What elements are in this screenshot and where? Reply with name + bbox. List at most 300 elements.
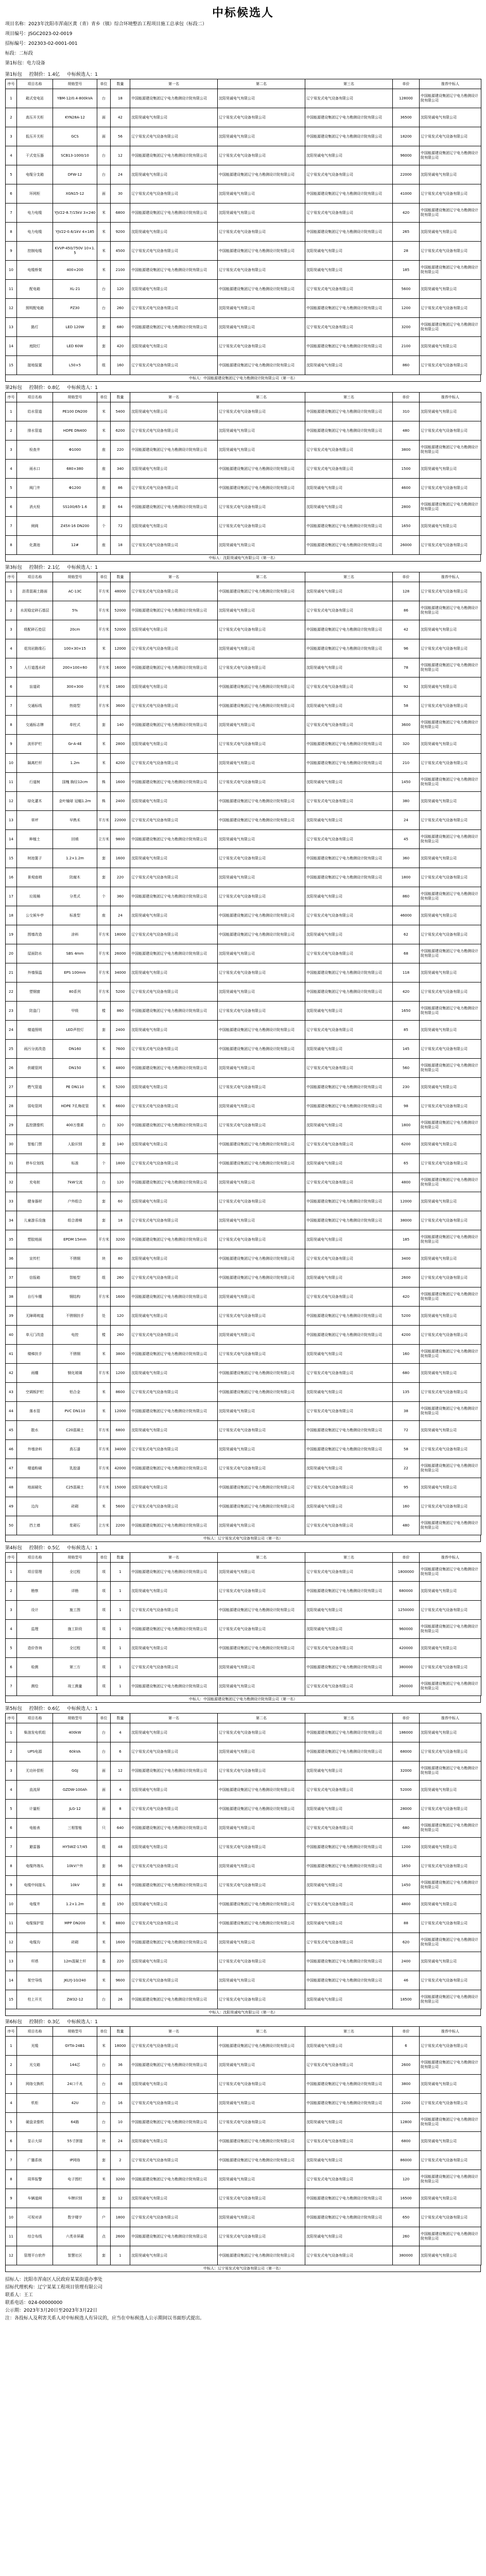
table-cell: 中国能源建设集团辽宁电力勘测设计院有限公司: [420, 1173, 481, 1192]
table-cell: 辽宁易发式电气设备有限公司: [305, 1135, 393, 1154]
table-cell: 株: [97, 773, 111, 792]
table-cell: 中国能源建设集团辽宁电力勘测设计院有限公司: [305, 2208, 393, 2227]
table-cell: 2400: [111, 1021, 130, 1040]
table-row: [6, 498, 481, 517]
table-cell: 14: [6, 1971, 17, 1990]
table-cell: 沈阳昊诚电气有限公司: [218, 944, 305, 963]
table-cell: 辽宁易发式电气设备有限公司: [420, 1383, 481, 1402]
table-cell: 中国能源建设集团辽宁电力勘测设计院有限公司: [218, 1781, 305, 1800]
table-cell: 沈阳昊诚电气有限公司: [305, 811, 393, 830]
table-row: [6, 1402, 481, 1421]
table-cell: 3: [6, 1601, 17, 1620]
table-row: [6, 1421, 481, 1440]
table-row: [6, 1914, 481, 1933]
table-cell: 1: [6, 402, 17, 421]
column-header: 第二名: [218, 572, 305, 582]
table-cell: 中国能源建设集团辽宁电力勘测设计院有限公司: [130, 2227, 218, 2246]
table-cell: 辽宁易发式电气设备有限公司: [218, 1876, 305, 1895]
table-cell: 中国能源建设集团辽宁电力勘测设计院有限公司: [305, 2075, 393, 2094]
table-cell: 16: [6, 868, 17, 887]
table-cell: 辽宁易发式电气设备有限公司: [130, 356, 218, 375]
table-cell: 套: [97, 2151, 111, 2170]
table-cell: 杆塔: [17, 1952, 53, 1971]
table-cell: 辽宁易发式电气设备有限公司: [218, 620, 305, 639]
table-cell: 2400: [111, 792, 130, 811]
table-cell: 5200: [111, 982, 130, 1002]
meta-project-name: 项目名称：2023年沈阳市浑南区黄（青）青乡（镇）综合环境整治工程项目施工总承包（标段二）: [5, 22, 207, 27]
table-cell: 24口千兆: [53, 2075, 97, 2094]
table-cell: 无功补偿柜: [17, 1761, 53, 1781]
table-cell: 沈阳昊诚电气有限公司: [218, 2094, 305, 2113]
table-cell: 草坪: [17, 811, 53, 830]
table-cell: 中国能源建设集团辽宁电力勘测设计院有限公司: [130, 1677, 218, 1696]
table-cell: 200×100×60: [53, 658, 97, 677]
table-cell: 1800: [111, 2208, 130, 2227]
table-cell: 沈阳昊诚电气有限公司: [130, 223, 218, 242]
table-cell: 米: [97, 1078, 111, 1097]
column-header: 单价: [393, 393, 420, 402]
table-cell: 套: [97, 1211, 111, 1230]
table-cell: 9: [6, 735, 17, 754]
table-cell: 健身器材: [17, 1192, 53, 1211]
table-cell: 28: [393, 242, 420, 261]
table-cell: KVVP-450/750V 10×1.5: [53, 242, 97, 261]
table-cell: 沈阳昊诚电气有限公司: [130, 402, 218, 421]
table-cell: 隔离栏杆: [17, 754, 53, 773]
table-cell: 平方米: [97, 982, 111, 1002]
table-cell: 24: [111, 906, 130, 925]
table-cell: 沈阳昊诚电气有限公司: [130, 2189, 218, 2208]
table-cell: 沈阳昊诚电气有限公司: [130, 1582, 218, 1601]
table-cell: 箱式变电站: [17, 89, 53, 108]
table-cell: 15: [6, 356, 17, 375]
table-cell: 400万像素: [53, 1116, 97, 1135]
table-cell: 16: [111, 2094, 130, 2113]
table-cell: DFW-12: [53, 165, 97, 184]
table-cell: 中国能源建设集团辽宁电力勘测设计院有限公司: [305, 402, 393, 421]
table-cell: 1800: [111, 1154, 130, 1173]
table-cell: 沥青混凝土路面: [17, 582, 53, 601]
table-row: [6, 1440, 481, 1459]
table-cell: 62: [393, 925, 420, 944]
table-cell: 沈阳昊诚电气有限公司: [420, 517, 481, 536]
table-cell: 128000: [393, 89, 420, 108]
table-cell: 860: [111, 1002, 130, 1021]
table-cell: 电缆保护管: [17, 1914, 53, 1933]
table-row: [6, 1230, 481, 1249]
table-cell: 1: [111, 1677, 130, 1696]
table-row: [6, 735, 481, 754]
table-cell: 中国能源建设集团辽宁电力勘测设计院有限公司: [130, 318, 218, 337]
table-cell: 380000: [393, 1658, 420, 1677]
table-cell: 5200: [393, 1307, 420, 1326]
table-row: [6, 280, 481, 299]
table-cell: 给水管道: [17, 402, 53, 421]
table-cell: 施工图: [53, 1601, 97, 1620]
table-cell: 沈阳昊诚电气有限公司: [420, 1478, 481, 1497]
table-cell: 米: [97, 421, 111, 440]
table-cell: 辽宁易发式电气设备有限公司: [420, 1658, 481, 1677]
table-cell: 4200: [111, 754, 130, 773]
table-cell: 3600: [393, 716, 420, 735]
table-cell: 辽宁易发式电气设备有限公司: [130, 1914, 218, 1933]
table-cell: 中国能源建设集团辽宁电力勘测设计院有限公司: [130, 1287, 218, 1307]
table-row: [6, 944, 481, 963]
table-cell: 5: [6, 2113, 17, 2132]
table-cell: C20混凝土: [53, 1421, 97, 1440]
table-cell: 辽宁易发式电气设备有限公司: [420, 242, 481, 261]
table-row: [6, 1173, 481, 1192]
table-cell: 辽宁易发式电气设备有限公司: [130, 754, 218, 773]
table-cell: 中国能源建设集团辽宁电力勘测设计院有限公司: [218, 1914, 305, 1933]
table-cell: 米: [97, 1059, 111, 1078]
table-cell: 20cm: [53, 620, 97, 639]
table-cell: 充电桩: [17, 1173, 53, 1192]
table-cell: 智慧社区: [53, 2246, 97, 2265]
table-cell: 6: [6, 2132, 17, 2151]
table-cell: 13: [6, 1952, 17, 1971]
table-cell: 12: [6, 2246, 17, 2265]
table-cell: 3200: [393, 318, 420, 337]
table-cell: 中国能源建设集团辽宁电力勘测设计院有限公司: [130, 716, 218, 735]
table-cell: 中国能源建设集团辽宁电力勘测设计院有限公司: [420, 2227, 481, 2246]
table-cell: 辽宁易发式电气设备有限公司: [130, 925, 218, 944]
table-cell: 沈阳昊诚电气有限公司: [130, 677, 218, 697]
table-cell: 株: [97, 792, 111, 811]
table-cell: 22000: [111, 811, 130, 830]
table-cell: 辽宁易发式电气设备有限公司: [218, 1990, 305, 2009]
table-cell: 50: [6, 1516, 17, 1535]
table-cell: 5400: [111, 402, 130, 421]
table-cell: 辽宁易发式电气设备有限公司: [218, 1116, 305, 1135]
table-cell: 座: [97, 536, 111, 555]
table-row: [6, 1078, 481, 1097]
page-title: 中标候选人: [212, 6, 274, 20]
table-cell: 60: [111, 1192, 130, 1211]
table-cell: 沈阳昊诚电气有限公司: [218, 1677, 305, 1696]
table-cell: 回填: [53, 830, 97, 849]
table-cell: 沈阳昊诚电气有限公司: [305, 1116, 393, 1135]
table-cell: 辽宁易发式电气设备有限公司: [420, 184, 481, 204]
table-row: [6, 356, 481, 375]
table-cell: 6800: [111, 204, 130, 223]
table-cell: 电力电缆: [17, 204, 53, 223]
table-cell: 米: [97, 261, 111, 280]
table-cell: 辽宁易发式电气设备有限公司: [218, 1421, 305, 1440]
table-cell: 47: [6, 1459, 17, 1478]
table-row: [6, 1876, 481, 1895]
table-cell: 沈阳昊诚电气有限公司: [218, 1097, 305, 1116]
table-cell: 平方米: [97, 1478, 111, 1497]
table-cell: 沈阳昊诚电气有限公司: [420, 337, 481, 356]
table-cell: 24: [111, 2132, 130, 2151]
table-row: [6, 1658, 481, 1677]
table-cell: 垃圾桶: [17, 887, 53, 906]
table-cell: 楼道粉刷: [17, 1459, 53, 1478]
table-row: [6, 1059, 481, 1078]
table-cell: 辽宁易发式电气设备有限公司: [305, 1478, 393, 1497]
table-cell: 860: [393, 887, 420, 906]
table-cell: 18200: [393, 127, 420, 146]
table-cell: 可视对讲: [17, 2208, 53, 2227]
table-cell: 中国能源建设集团辽宁电力勘测设计院有限公司: [130, 146, 218, 165]
table-cell: 块: [97, 2132, 111, 2151]
table-cell: 8800: [111, 1914, 130, 1933]
table-cell: 185: [393, 261, 420, 280]
table-cell: 辽宁易发式电气设备有限公司: [420, 697, 481, 716]
table-cell: 中国能源建设集团辽宁电力勘测设计院有限公司: [130, 1933, 218, 1952]
table-cell: 辽宁易发式电气设备有限公司: [420, 925, 481, 944]
table-cell: 辽宁易发式电气设备有限公司: [130, 1658, 218, 1677]
table-cell: 辽宁易发式电气设备有限公司: [420, 1326, 481, 1345]
table-header-row: [6, 1553, 481, 1563]
footer-line: 联系电话：024-00000000: [5, 2300, 63, 2306]
table-cell: 7kW交流: [53, 1173, 97, 1192]
table-cell: 680×380: [53, 460, 97, 479]
table-cell: 38000: [393, 1211, 420, 1230]
table-cell: 辽宁易发式电气设备有限公司: [218, 1723, 305, 1742]
table-cell: 3400: [393, 1249, 420, 1268]
table-cell: 信报箱: [17, 1268, 53, 1287]
table-cell: 米: [97, 735, 111, 754]
table-cell: 沈阳昊诚电气有限公司: [218, 1819, 305, 1838]
table-cell: 智能型: [53, 1268, 97, 1287]
table-cell: 中国能源建设集团辽宁电力勘测设计院有限公司: [218, 280, 305, 299]
table-cell: 12: [6, 299, 17, 318]
table-cell: 中国能源建设集团辽宁电力勘测设计院有限公司: [130, 1173, 218, 1192]
table-cell: 中国能源建设集团辽宁电力勘测设计院有限公司: [218, 356, 305, 375]
table-cell: 阀门井: [17, 479, 53, 498]
table-cell: 沈阳昊诚电气有限公司: [130, 1895, 218, 1914]
table-cell: 1.2×1.2m: [53, 1895, 97, 1914]
table-row: [6, 1563, 481, 1582]
table-cell: 辽宁易发式电气设备有限公司: [420, 421, 481, 440]
table-cell: 立方米: [97, 1516, 111, 1535]
table-cell: GYTA-24B1: [53, 2037, 97, 2056]
table-cell: 46: [393, 1971, 420, 1990]
table-cell: 沈阳昊诚电气有限公司: [305, 261, 393, 280]
table-cell: 辽宁易发式电气设备有限公司: [130, 536, 218, 555]
table-cell: 中国能源建设集团辽宁电力勘测设计院有限公司: [420, 146, 481, 165]
table-cell: 420: [393, 1287, 420, 1307]
table-cell: 辽宁易发式电气设备有限公司: [130, 1097, 218, 1116]
column-header: 序号: [6, 393, 17, 402]
table-cell: 56: [111, 127, 130, 146]
table-cell: 外墙保温: [17, 963, 53, 982]
table-cell: 85: [393, 1021, 420, 1040]
table-cell: 中国能源建设集团辽宁电力勘测设计院有限公司: [420, 2056, 481, 2075]
table-cell: 中国能源建设集团辽宁电力勘测设计院有限公司: [130, 1002, 218, 1021]
table-cell: 台: [97, 2075, 111, 2094]
table-cell: 沈阳昊诚电气有限公司: [420, 1249, 481, 1268]
table-cell: 中国能源建设集团辽宁电力勘测设计院有限公司: [420, 89, 481, 108]
table-cell: 组合滑梯: [53, 1211, 97, 1230]
table-cell: 140: [111, 1135, 130, 1154]
table-cell: 4500: [111, 242, 130, 261]
table-cell: 台: [97, 1723, 111, 1742]
table-cell: 辽宁易发式电气设备有限公司: [218, 1620, 305, 1639]
table-cell: 78: [393, 658, 420, 677]
table-cell: 沈阳昊诚电气有限公司: [305, 582, 393, 601]
table-cell: 中国能源建设集团辽宁电力勘测设计院有限公司: [130, 1761, 218, 1781]
table-cell: 1: [111, 1582, 130, 1601]
table-cell: 340: [111, 460, 130, 479]
table-cell: 9: [6, 1876, 17, 1895]
table-cell: 260: [393, 2227, 420, 2246]
table-cell: 3: [6, 620, 17, 639]
table-cell: 11: [6, 280, 17, 299]
blocks-container: [0, 71, 486, 2272]
table-cell: 沈阳昊诚电气有限公司: [305, 658, 393, 677]
table-cell: 中国能源建设集团辽宁电力勘测设计院有限公司: [305, 963, 393, 982]
table-cell: 沈阳昊诚电气有限公司: [305, 1459, 393, 1478]
table-cell: 15: [6, 1990, 17, 2009]
table-cell: 中国能源建设集团辽宁电力勘测设计院有限公司: [420, 1819, 481, 1838]
column-header: 项目名称: [17, 2027, 53, 2037]
table-cell: 5600: [111, 1497, 130, 1516]
table-cell: 沈阳昊诚电气有限公司: [130, 1021, 218, 1040]
table-cell: 1500: [393, 460, 420, 479]
table-cell: 沈阳昊诚电气有限公司: [420, 223, 481, 242]
table-cell: 48: [111, 2075, 130, 2094]
table-cell: 项: [97, 1582, 111, 1601]
table-row: [6, 1345, 481, 1364]
table-cell: 光缆: [17, 2037, 53, 2056]
table-row: [6, 2208, 481, 2227]
table-cell: 260: [111, 1326, 130, 1345]
table-cell: 5: [6, 1639, 17, 1658]
column-header: 第一名: [130, 79, 218, 89]
table-cell: 辽宁易发式电气设备有限公司: [420, 982, 481, 1002]
table-cell: GZDW-100Ah: [53, 1781, 97, 1800]
table-cell: 沈阳昊诚电气有限公司: [305, 2151, 393, 2170]
bid-block: [5, 2018, 481, 2272]
table-cell: 辽宁易发式电气设备有限公司: [305, 89, 393, 108]
table-cell: 辽宁易发式电气设备有限公司: [218, 887, 305, 906]
table-cell: 辽宁易发式电气设备有限公司: [130, 1601, 218, 1620]
table-cell: SCB13-1000/10: [53, 146, 97, 165]
block-header-item: 中标候选人：1: [67, 1546, 98, 1551]
table-cell: 沈阳昊诚电气有限公司: [420, 1421, 481, 1440]
table-cell: 辽宁易发式电气设备有限公司: [218, 735, 305, 754]
table-cell: 6: [6, 1819, 17, 1838]
table-cell: 辽宁易发式电气设备有限公司: [130, 982, 218, 1002]
table-row: [6, 108, 481, 127]
table-cell: 台: [97, 1742, 111, 1761]
table-cell: 沈阳昊诚电气有限公司: [218, 868, 305, 887]
table-cell: 电缆沟: [17, 1933, 53, 1952]
table-cell: 40: [6, 1326, 17, 1345]
table-cell: 96: [111, 1857, 130, 1876]
table-cell: 儿童游乐设施: [17, 1211, 53, 1230]
table-cell: 24: [111, 165, 130, 184]
table-cell: 沈阳昊诚电气有限公司: [130, 1723, 218, 1742]
table-cell: 米: [97, 2037, 111, 2056]
table-cell: C25混凝土: [53, 1478, 97, 1497]
table-cell: 辽宁易发式电气设备有限公司: [420, 2151, 481, 2170]
table-cell: 沈阳昊诚电气有限公司: [218, 318, 305, 337]
table-cell: 118: [393, 963, 420, 982]
table-row: [6, 1459, 481, 1478]
table-cell: 米: [97, 1497, 111, 1516]
table-cell: 辽宁易发式电气设备有限公司: [305, 1819, 393, 1838]
table-cell: 辽宁易发式电气设备有限公司: [420, 1857, 481, 1876]
table-cell: 辽宁易发式电气设备有限公司: [305, 1563, 393, 1582]
table-cell: 检测: [17, 1658, 53, 1677]
table-cell: 中国能源建设集团辽宁电力勘测设计院有限公司: [218, 2037, 305, 2056]
table-cell: 辽宁易发式电气设备有限公司: [218, 223, 305, 242]
table-cell: 中国能源建设集团辽宁电力勘测设计院有限公司: [218, 2246, 305, 2265]
table-cell: 中国能源建设集团辽宁电力勘测设计院有限公司: [130, 2113, 218, 2132]
table-cell: 5600: [393, 280, 420, 299]
table-cell: 沈阳昊诚电气有限公司: [130, 1192, 218, 1211]
table-cell: 平方米: [97, 697, 111, 716]
table-cell: 沈阳昊诚电气有限公司: [420, 2132, 481, 2151]
table-cell: 220: [111, 868, 130, 887]
table-cell: 平方米: [97, 1287, 111, 1307]
column-header: 规格型号: [53, 393, 97, 402]
table-cell: 中国能源建设集团辽宁电力勘测设计院有限公司: [130, 1116, 218, 1135]
table-cell: 中国能源建设集团辽宁电力勘测设计院有限公司: [305, 754, 393, 773]
table-cell: 沈阳昊诚电气有限公司: [130, 2246, 218, 2265]
column-header: 单位: [97, 572, 111, 582]
bid-block: [5, 384, 481, 562]
table-header-row: [6, 1714, 481, 1723]
table-cell: 沈阳昊诚电气有限公司: [130, 963, 218, 982]
column-header: 第一名: [130, 1714, 218, 1723]
table-cell: 散水: [17, 1421, 53, 1440]
table-cell: 6: [111, 1742, 130, 1761]
table-cell: 42: [393, 620, 420, 639]
block-header-item: 中标候选人：1: [67, 565, 98, 570]
table-cell: 弱电管网: [17, 1097, 53, 1116]
table-cell: 分类式: [53, 887, 97, 906]
table-cell: 套: [97, 868, 111, 887]
table-cell: 辽宁易发式电气设备有限公司: [218, 963, 305, 982]
table-cell: 12#: [53, 536, 97, 555]
table-cell: 15000: [111, 1478, 130, 1497]
table-row: [6, 146, 481, 165]
table-cell: 沈阳昊诚电气有限公司: [305, 697, 393, 716]
table-cell: 套: [97, 318, 111, 337]
table-cell: 沈阳昊诚电气有限公司: [305, 1601, 393, 1620]
column-header: 规格型号: [53, 1714, 97, 1723]
table-cell: 14: [6, 337, 17, 356]
table-cell: 中国能源建设集团辽宁电力勘测设计院有限公司: [130, 89, 218, 108]
table-cell: 18: [111, 536, 130, 555]
table-cell: 沈阳昊诚电气有限公司: [305, 1154, 393, 1173]
column-header: 单价: [393, 2027, 420, 2037]
table-cell: 6: [6, 677, 17, 697]
column-header: 数量: [111, 79, 130, 89]
block-note: 中标人：辽宁易发式电气设备有限公司（第一名）: [5, 2265, 481, 2272]
table-cell: 辽宁易发式电气设备有限公司: [420, 299, 481, 318]
table-cell: 供暖管网: [17, 1059, 53, 1078]
table-cell: 88: [393, 1914, 420, 1933]
table-cell: 中国能源建设集团辽宁电力勘测设计院有限公司: [305, 108, 393, 127]
table-cell: 中国能源建设集团辽宁电力勘测设计院有限公司: [218, 677, 305, 697]
table-cell: 沈阳昊诚电气有限公司: [130, 906, 218, 925]
table-row: [6, 1781, 481, 1800]
table-cell: 辽宁易发式电气设备有限公司: [130, 1497, 218, 1516]
table-cell: 中国能源建设集团辽宁电力勘测设计院有限公司: [218, 697, 305, 716]
table-cell: 680: [393, 1819, 420, 1838]
table-cell: 辽宁易发式电气设备有限公司: [420, 811, 481, 830]
table-cell: 沈阳昊诚电气有限公司: [420, 963, 481, 982]
table-cell: 中国能源建设集团辽宁电力勘测设计院有限公司: [218, 2151, 305, 2170]
table-row: [6, 1383, 481, 1402]
table-cell: 中国能源建设集团辽宁电力勘测设计院有限公司: [218, 925, 305, 944]
